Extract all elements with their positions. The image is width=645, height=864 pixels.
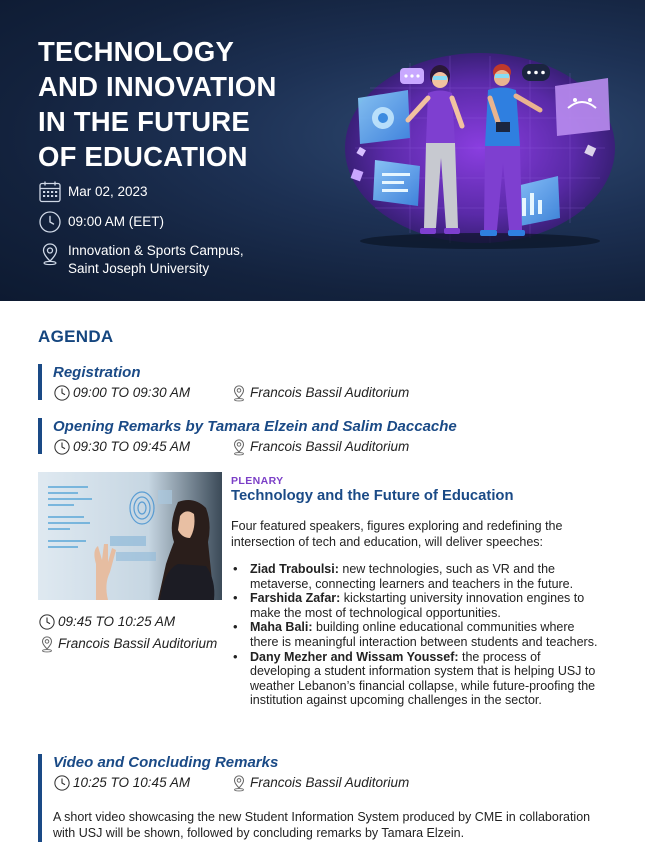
session-time-text: 10:25 TO 10:45 AM [73,775,191,790]
speaker-topic: new technologies, such as VR and the metaverse, connecting learners and teachers in the future. [250,562,574,591]
clock-icon [38,613,56,631]
plenary-label: PLENARY [231,475,284,487]
session-accent-bar [38,418,42,454]
event-location-line1: Innovation & Sports Campus, [68,243,244,258]
plenary-intro: Four featured speakers, figures exploring and redefining the intersection of tech and education, will deliver speeches: [231,519,563,549]
event-title-line: AND INNOVATION [38,71,277,102]
session-title: Registration [53,364,141,381]
woman-touchscreen-image [38,472,222,600]
clock-icon [53,774,71,792]
event-time-text: 09:00 AM (EET) [68,214,165,229]
closing-description: A short video showcasing the new Student Information System produced by CME in collaboration with USJ will be shown, followed by concluding remarks by Tamara Elzein. [53,810,591,840]
session-location-text: Francois Bassil Auditorium [250,775,410,790]
plenary-time-text: 09:45 TO 10:25 AM [58,614,176,629]
speaker-name: Maha Bali: [250,620,313,635]
clock-icon [38,210,62,234]
holo-screen-right [555,78,610,136]
event-title-line: IN THE FUTURE [38,106,250,137]
map-pin-icon [38,635,56,653]
speaker-name: Farshida Zafar: [250,591,341,606]
plenary-photo [38,472,222,600]
agenda-session-opening-remarks [38,418,518,456]
speaker-topic: the process of developing a student information system that is helping USJ to weather Lebanon’s financial collapse, while future-proofing the institution against upcoming challenges in the sector. [250,649,596,708]
agenda-heading: AGENDA [38,327,114,346]
calendar-icon [38,180,62,204]
speaker-topic: kickstarting university innovation engines to make the most of technological opportunities. [250,591,585,620]
speaker-item [231,650,601,708]
speaker-item [231,562,601,591]
session-title: Opening Remarks by Tamara Elzein and Salim Daccache [53,418,457,435]
speaker-name: Dany Mezher and Wissam Youssef: [250,649,459,664]
agenda-session-registration [38,364,438,402]
speaker-item [231,591,601,620]
map-pin-icon [230,774,248,792]
map-pin-icon [230,438,248,456]
event-title-line: TECHNOLOGY [38,36,235,67]
session-location-text: Francois Bassil Auditorium [250,439,410,454]
event-title-line: OF EDUCATION [38,141,248,172]
speaker-name: Ziad Traboulsi: [250,562,339,576]
clock-icon [53,438,71,456]
edtech-illustration [330,48,630,258]
map-pin-icon [230,384,248,402]
session-accent-bar [38,754,42,842]
event-title [38,34,338,174]
session-location-text: Francois Bassil Auditorium [250,385,410,400]
holo-screen-left [358,90,410,144]
speaker-item [231,620,601,649]
plenary-location-text: Francois Bassil Auditorium [58,636,218,651]
session-accent-bar [38,364,42,400]
session-time-text: 09:30 TO 09:45 AM [73,439,191,454]
holo-screen-mid [373,160,420,206]
speaker-list [231,562,601,708]
clock-icon [53,384,71,402]
map-pin-icon [38,242,62,266]
session-title: Video and Concluding Remarks [53,754,279,771]
hero-banner [0,0,645,301]
speaker-topic: building online educational communities where there is meaningful interaction between students and teachers. [250,620,598,649]
session-time-text: 09:00 TO 09:30 AM [73,385,191,400]
plenary-title: Technology and the Future of Education [231,488,514,504]
event-date-text: Mar 02, 2023 [68,184,148,199]
event-location-line2: Saint Joseph University [68,261,210,276]
